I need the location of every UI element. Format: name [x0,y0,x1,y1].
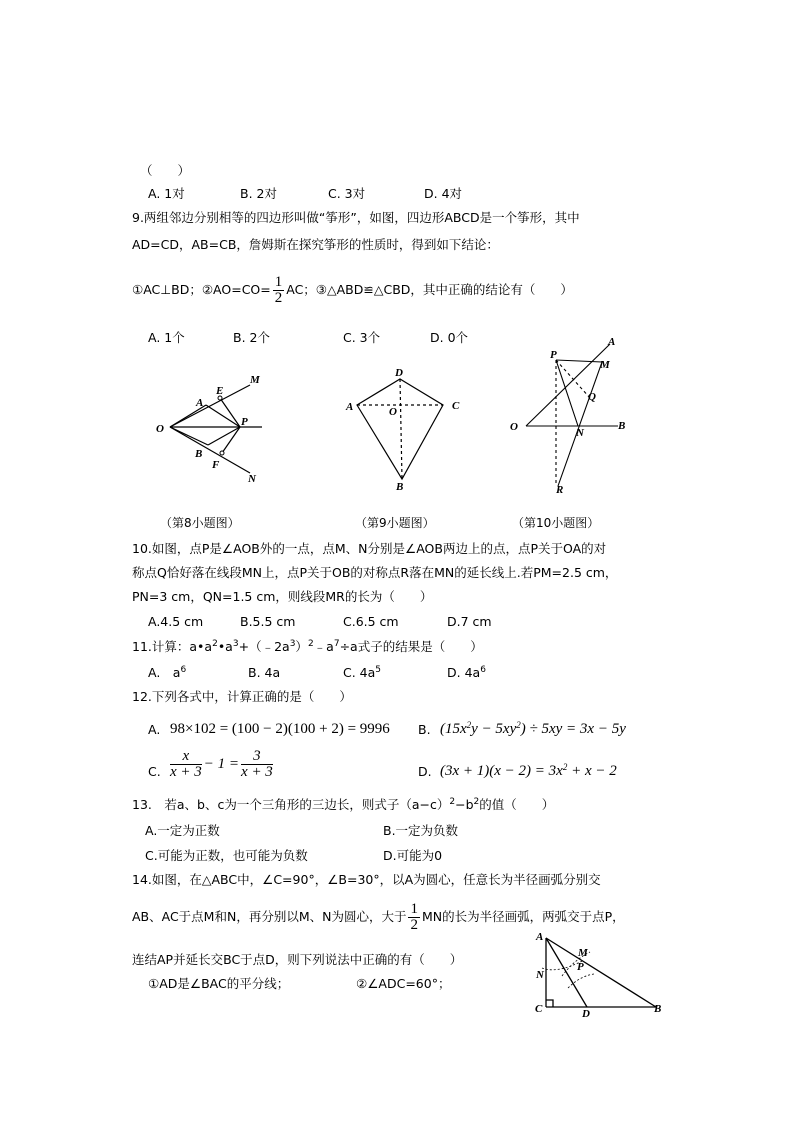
q11-part: •a [217,639,233,654]
q13-option-d: D.可能为0 [383,848,443,863]
fig10-caption: （第10小题图） [512,516,600,530]
q12-option-a-expr: 98×102 = (100 − 2)(100 + 2) = 9996 [170,721,390,737]
q12-option-c-label: C. [148,764,161,779]
q11-a-base: A. a [148,665,181,680]
figure-q14 [532,930,667,1018]
q14-item1: ①AD是∠BAC的平分线； [148,976,290,991]
q9-conclusions-pre: ①AC⊥BD；②AO=CO= [132,282,271,297]
fig14-label-p: P [577,961,584,973]
q9-fraction [273,275,285,306]
q11-exp: 3 [289,639,296,649]
q13-part: 13. 若a、b、c为一个三角形的三边长，则式子（a−c） [132,797,450,812]
q11-d-base: D. 4a [447,665,481,680]
q9-frac-num: 1 [274,274,283,290]
q9-stem-line1: 9.两组邻边分别相等的四边形叫做“筝形”，如图，四边形ABCD是一个筝形，其中 [132,210,580,225]
q12-c-frac2 [241,749,273,780]
q14-stem-line2 [132,902,625,933]
q12-b-exp: 2 [516,720,521,730]
q13-option-c: C.可能为正数，也可能为负数 [145,848,308,863]
q9-stem-line2: AD=CD，AB=CB，詹姆斯在探究筝形的性质时，得到如下结论： [132,237,499,252]
q11-part: +（﹣2a [238,639,290,654]
q10-stem-line3: PN=3 cm，QN=1.5 cm，则线段MR的长为（ ） [132,589,433,604]
q12-c-den1: x + 3 [170,764,202,781]
q12-b-part: y − 5xy [471,721,517,737]
fig8-caption: （第8小题图） [160,516,240,530]
q11-part: 11.计算：a•a [132,639,213,654]
q9-option-b: B. 2个 [233,330,270,345]
q11-option-a [148,665,186,681]
q8-option-b: B. 2对 [240,186,277,201]
q12-c-den2: x + 3 [241,764,273,781]
figure-q9 [340,362,470,497]
q14-stem-line3: 连结AP并延长交BC于点D，则下列说法中正确的有（ ） [132,952,463,967]
fig10-label-r: R [556,484,564,496]
fig10-label-n: N [576,427,584,439]
fig9-label-c: C [452,400,460,412]
q12-b-part: ) ÷ 5xy = 3x − 5y [520,721,626,737]
q12-d-exp: 2 [562,762,568,772]
figure-q8 [150,365,270,495]
q9-conclusions [132,275,573,306]
q14-fraction [408,902,420,933]
q10-stem-line1: 10.如图，点P是∠AOB外的一点，点M、N分别是∠AOB两边上的点，点P关于OA的对 [132,541,607,556]
q12-option-d-label: D. [418,764,432,779]
q11-exp: 2 [212,639,218,649]
q9-frac-den: 2 [274,290,283,306]
q14-frac-num: 1 [410,901,418,917]
fig10-label-o: O [510,421,518,433]
q12-option-b-expr [440,721,626,737]
fig14-label-d: D [582,1008,590,1020]
fig8-label-p: P [241,416,248,428]
q12-d-part: + x − 2 [567,763,617,779]
fig8-label-f: F [212,459,220,471]
fig9-label-a: A [346,401,354,413]
q11-option-c [343,665,381,681]
q11-exp: 2 [307,639,314,649]
q11-c-base: C. 4a [343,665,376,680]
q13-option-a: A.一定为正数 [145,823,220,838]
q9-option-c: C. 3个 [343,330,381,345]
fig14-label-a: A [536,931,544,943]
q12-option-a-label: A. [148,722,161,737]
q10-option-d: D.7 cm [447,614,492,629]
q12-option-b-label: B. [418,722,431,737]
q13-exp: 2 [473,797,480,807]
q8-option-c: C. 3对 [328,186,366,201]
q12-c-num1: x [170,749,202,765]
q12-d-part: (3x + 1)(x − 2) = 3x [440,763,563,779]
fig14-label-b: B [654,1003,662,1015]
q9-option-d: D. 0个 [430,330,469,345]
fig10-label-b: B [618,420,626,432]
fig10-label-q: Q [588,391,596,403]
fig14-label-c: C [535,1003,543,1015]
q14-item2: ②∠ADC=60°； [356,976,451,991]
fig8-label-a: A [196,397,204,409]
fig14-label-n: N [536,969,544,981]
q13-stem [132,797,554,813]
q11-part: ） [295,639,308,654]
q10-stem-line2: 称点Q恰好落在线段MN上，点P关于OB的对称点R落在MN的延长线上.若PM=2.5 cm， [132,565,618,580]
q14-stem-line1: 14.如图，在△ABC中，∠C=90°，∠B=30°，以A为圆心，任意长为半径画弧分别交 [132,872,601,887]
fig9-label-b: B [396,481,404,493]
q11-option-b: B. 4a [248,665,281,680]
fig8-label-e: E [216,385,224,397]
q8-answer-paren: （ ） [140,163,191,178]
fig9-label-d: D [395,367,403,379]
q14-part: AB、AC于点M和N，再分别以M、N为圆心，大于 [132,909,407,924]
q11-part: ﹣a [313,639,334,654]
fig8-label-n: N [248,473,256,485]
q13-option-b: B.一定为负数 [383,823,459,838]
q14-part: MN的长为半径画弧，两弧交于点P， [421,909,625,924]
q11-stem [132,639,483,655]
q11-c-exp: 5 [375,665,382,675]
q11-d-exp: 6 [480,665,486,675]
q9-option-a: A. 1个 [148,330,185,345]
q12-c-frac1 [170,749,202,780]
fig14-label-m: M [578,947,588,959]
q14-frac-den: 2 [410,917,418,933]
fig9-label-o: O [389,406,397,418]
fig10-label-p: P [550,349,557,361]
q10-option-b: B.5.5 cm [240,614,296,629]
q11-part: ÷a式子的结果是（ ） [339,639,483,654]
fig10-label-a: A [608,336,616,348]
fig8-label-b: B [195,448,203,460]
q12-b-part: (15x [440,721,467,737]
figure-q10 [508,338,638,498]
q11-option-d [447,665,486,681]
fig8-label-m: M [250,374,260,386]
q10-option-a: A.4.5 cm [148,614,204,629]
q12-option-c-expr [168,749,275,780]
q12-stem: 12.下列各式中，计算正确的是（ ） [132,689,352,704]
q11-a-exp: 6 [180,665,187,675]
q12-c-num2: 3 [241,749,273,765]
fig9-caption: （第9小题图） [355,516,435,530]
q12-b-exp: 2 [466,720,472,730]
fig8-label-o: O [156,423,164,435]
q11-exp: 7 [333,639,340,649]
q9-conclusions-post: AC；③△ABD≌△CBD，其中正确的结论有（ ） [286,282,573,297]
q8-option-a: A. 1对 [148,186,185,201]
q10-option-c: C.6.5 cm [343,614,399,629]
fig10-label-m: M [600,359,610,371]
q8-option-d: D. 4对 [424,186,463,201]
q13-exp: 2 [449,797,456,807]
q12-c-mid: − 1 = [203,756,240,772]
q11-exp: 3 [232,639,239,649]
q12-option-d-expr [440,763,617,779]
q13-part: −b [455,797,474,812]
q13-part: 的值（ ） [479,797,555,812]
